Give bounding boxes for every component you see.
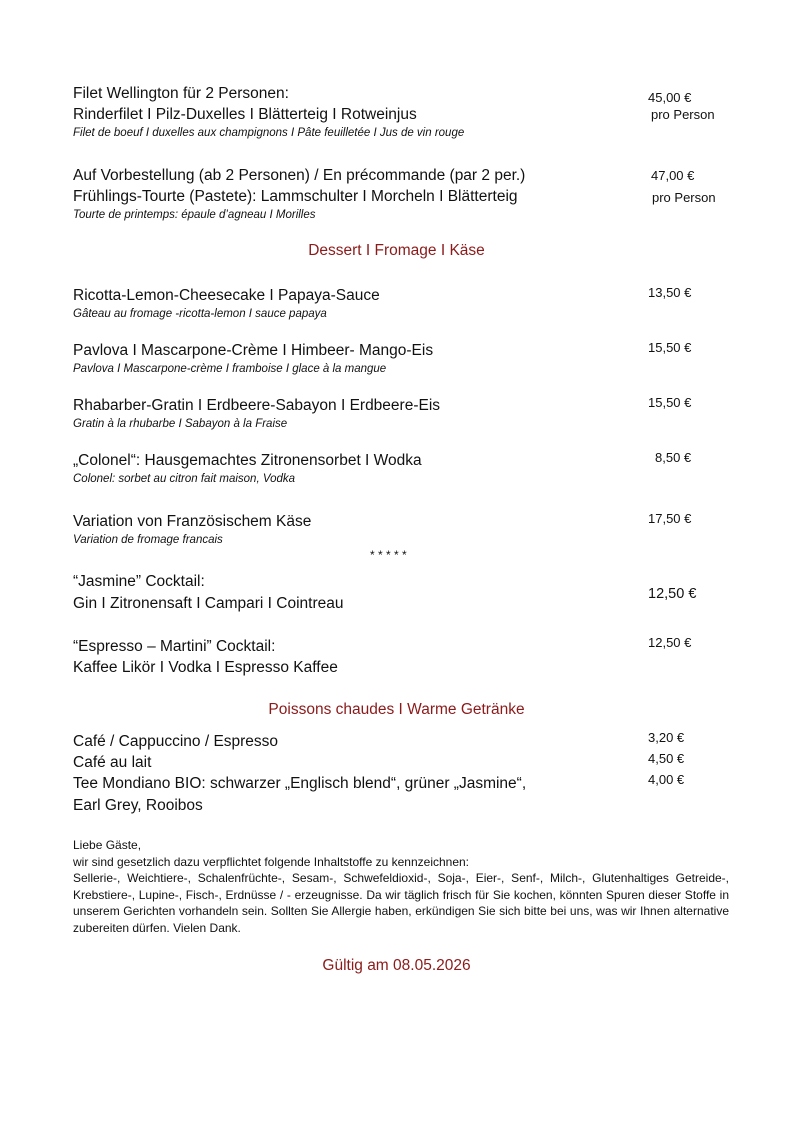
allergen-intro: wir sind gesetzlich dazu verpflichtet folgende Inhaltstoffe zu kennzeichnen:	[73, 854, 470, 869]
dessert-item-name: Rhabarber-Gratin I Erdbeere-Sabayon I Erdbeere-Eis	[73, 397, 441, 414]
drinks-section-title: Poissons chaudes I Warme Getränke	[268, 701, 525, 718]
drink-item-name: Café / Cappuccino / Espresso	[73, 733, 279, 750]
section-divider-stars: * * * * *	[370, 548, 407, 562]
allergen-body: Sellerie-, Weichtiere-, Schalenfrüchte-, Sesam-, Schwefeldioxid-, Soja-, Eier-, Senf-, Milch-, Glutenhaltiges Getreide-, Krebstiere-, Lupine-, Fisch-, Erdnüsse / - erzeugnisse. Da wir täglich frisch für Sie kochen, könnten Spuren dieser Stoffe in unserem Gerichten vorhandeln sein. Sollten Sie Allergie haben, erkündigen Sie sich bitte bei uns, was wir Ihnen alternative zubereiten dürfen. Vielen Dank.	[73, 871, 729, 935]
cocktail-ingredients: Gin I Zitronensaft I Campari I Cointreau	[73, 595, 344, 612]
cocktail-ingredients: Kaffee Likör I Vodka I Espresso Kaffee	[73, 659, 338, 676]
tourte-description: Frühlings-Tourte (Pastete): Lammschulter I Morcheln I Blätterteig	[73, 188, 518, 205]
allergen-greeting: Liebe Gäste,	[73, 838, 142, 852]
dessert-item-french: Pavlova I Mascarpone-crème I framboise I glace à la mangue	[73, 363, 387, 375]
drink-item-name-continued: Earl Grey, Rooibos	[73, 797, 203, 814]
tourte-price: 47,00 €	[651, 168, 695, 183]
dessert-item-french: Colonel: sorbet au citron fait maison, Vodka	[73, 473, 296, 485]
validity-date: Gültig am 08.05.2026	[322, 957, 471, 974]
drink-item-price: 4,50 €	[648, 751, 685, 766]
dessert-item-name: Variation von Französischem Käse	[73, 513, 312, 530]
dessert-item-price: 15,50 €	[648, 340, 692, 355]
dessert-item-price: 13,50 €	[648, 285, 692, 300]
tourte-french: Tourte de printemps: épaule d’agneau I Morilles	[73, 209, 316, 221]
wellington-description: Rinderfilet I Pilz-Duxelles I Blätterteig I Rotweinjus	[73, 106, 417, 123]
wellington-title: Filet Wellington für 2 Personen:	[73, 85, 289, 102]
dessert-item-name: Ricotta-Lemon-Cheesecake I Papaya-Sauce	[73, 287, 380, 304]
dessert-item-name: „Colonel“: Hausgemachtes Zitronensorbet I Wodka	[73, 452, 422, 469]
dessert-item-french: Gratin à la rhubarbe I Sabayon à la Fraise	[73, 418, 288, 430]
tourte-preorder-note: Auf Vorbestellung (ab 2 Personen) / En précommande (par 2 per.)	[73, 167, 526, 184]
dessert-item-french: Gâteau au fromage -ricotta-lemon I sauce papaya	[73, 308, 327, 320]
allergen-notice	[73, 837, 729, 936]
cocktail-price: 12,50 €	[648, 635, 692, 650]
dessert-item-name: Pavlova I Mascarpone-Crème I Himbeer- Mango-Eis	[73, 342, 434, 359]
drink-item-name: Café au lait	[73, 754, 152, 771]
cocktail-title: “Espresso – Martini” Cocktail:	[73, 638, 276, 655]
wellington-price: 45,00 €	[648, 90, 692, 105]
dessert-item-french: Variation de fromage francais	[73, 534, 223, 546]
drink-item-price: 3,20 €	[648, 730, 685, 745]
tourte-price-note: pro Person	[652, 190, 716, 205]
dessert-item-price: 8,50 €	[655, 450, 692, 465]
dessert-section-title: Dessert I Fromage I Käse	[308, 242, 485, 259]
dessert-item-price: 15,50 €	[648, 395, 692, 410]
drink-item-price: 4,00 €	[648, 772, 685, 787]
cocktail-title: “Jasmine” Cocktail:	[73, 573, 205, 590]
dessert-item-price: 17,50 €	[648, 511, 692, 526]
wellington-french: Filet de boeuf I duxelles aux champignons I Pâte feuilletée I Jus de vin rouge	[73, 127, 465, 139]
cocktail-price: 12,50 €	[648, 586, 697, 602]
drink-item-name: Tee Mondiano BIO: schwarzer „Englisch blend“, grüner „Jasmine“,	[73, 775, 527, 792]
wellington-price-note: pro Person	[651, 107, 715, 122]
